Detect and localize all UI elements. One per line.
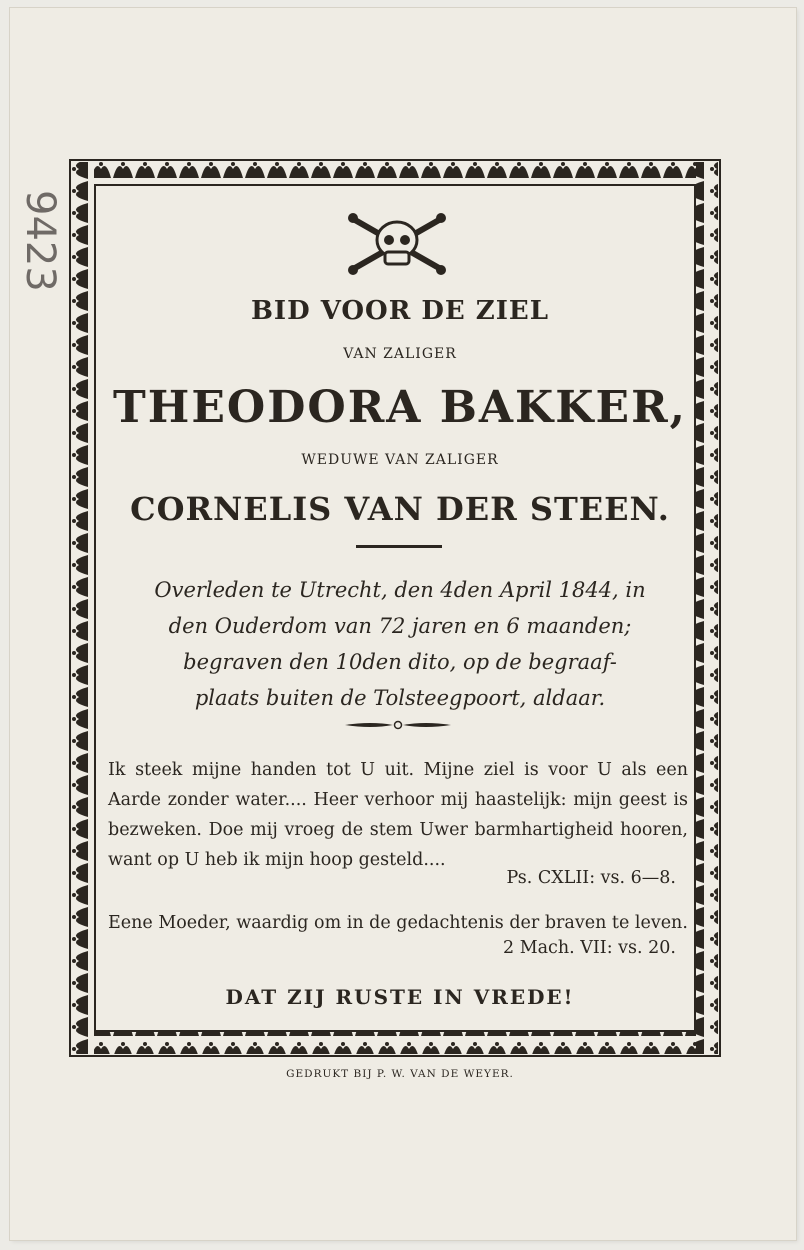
maccabees-reference: 2 Mach. VII: vs. 20. — [503, 938, 676, 958]
deceased-name: THEODORA BAKKER, — [113, 382, 687, 433]
psalm-quote: Ik steek mijne handen tot U uit. Mijne ziel is voor U als een Aarde zonder water.... Heer verhoor mij haastelijk: mijn geest is bezweken. Doe mij vroeg de stem Uwer barmhartigheid hooren, want op U heb ik mijn hoop gesteld.... — [108, 760, 688, 870]
spouse-name: CORNELIS VAN DER STEEN. — [130, 490, 670, 528]
death-line: den Ouderdom van 72 jaren en 6 maanden; — [168, 614, 632, 638]
death-notice — [110, 572, 690, 716]
widow-of-line: WEDUWE VAN ZALIGER — [301, 452, 499, 468]
maccabees-quote: Eene Moeder, waardig om in de gedachtenis der braven te leven. — [108, 913, 688, 933]
inventory-number: 9423 — [17, 190, 63, 292]
printer-credit: GEDRUKT BIJ P. W. VAN DE WEYER. — [286, 1068, 514, 1080]
skull-crossbones-icon — [345, 212, 449, 276]
van-zaliger-line: VAN ZALIGER — [343, 346, 457, 362]
divider-rule — [356, 545, 442, 548]
heading: BID VOOR DE ZIEL — [250, 296, 550, 326]
death-line: plaats buiten de Tolsteegpoort, aldaar. — [194, 686, 606, 710]
death-line: Overleden te Utrecht, den 4den April 1844, in — [154, 578, 646, 602]
closing-line: DAT ZIJ RUSTE IN VREDE! — [225, 985, 575, 1009]
death-line: begraven den 10den dito, op de begraaf- — [183, 650, 617, 674]
ornament-divider-icon — [343, 719, 453, 731]
psalm-reference: Ps. CXLII: vs. 6—8. — [506, 868, 676, 888]
